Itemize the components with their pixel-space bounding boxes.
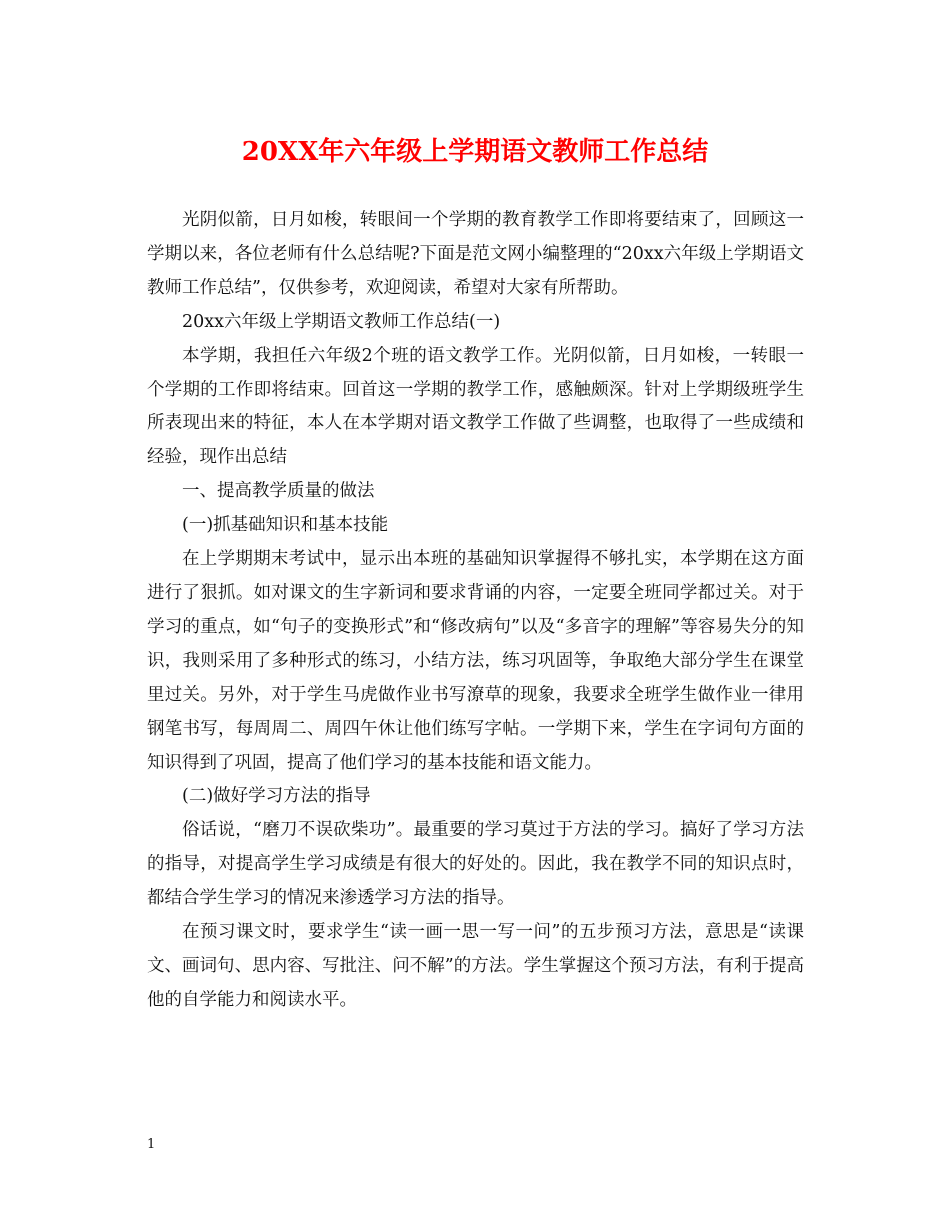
paragraph-preview: 在预习课文时，要求学生“读一画一思一写一问”的五步预习方法，意思是“读课文、画词句、思内容、写批注、问不解”的方法。学生掌握这个预习方法，有利于提高他的自学能力和阅读水平。 (147, 922, 804, 1010)
page-number: 1 (147, 1137, 156, 1152)
paragraph-subtitle: 20xx六年级上学期语文教师工作总结(一) (182, 311, 501, 332)
subsection-heading-1: (一)抓基础知识和基本技能 (182, 515, 389, 536)
paragraph-intro: 光阴似箭，日月如梭，转眼间一个学期的教育教学工作即将要结束了，回顾这一学期以来，各位老师有什么总结呢?下面是范文网小编整理的“20xx六年级上学期语文教师工作总结”，仅供参考，欢迎阅读，希望对大家有所帮助。 (147, 210, 804, 298)
document-body (147, 204, 804, 1018)
paragraph-methods: 俗话说，“磨刀不误砍柴功”。最重要的学习莫过于方法的学习。搞好了学习方法的指导，对提高学生学习成绩是有很大的好处的。因此，我在教学不同的知识点时，都结合学生学习的情况来渗透学习方法的指导。 (147, 820, 804, 909)
section-heading-1: 一、提高教学质量的做法 (182, 481, 375, 502)
subsection-heading-2: (二)做好学习方法的指导 (182, 786, 371, 807)
paragraph-basics: 在上学期期末考试中，显示出本班的基础知识掌握得不够扎实，本学期在这方面进行了狠抓。如对课文的生字新词和要求背诵的内容，一定要全班同学都过关。对于学习的重点，如“句子的变换形式”和“修改病句”以及“多音字的理解”等容易失分的知识，我则采用了多种形式的练习，小结方法，练习巩固等，争取绝大部分学生在课堂里过关。另外，对于学生马虎做作业书写潦草的现象，我要求全班学生做作业一律用钢笔书写，每周周二、周四午休让他们练写字帖。一学期下来，学生在字词句方面的知识得到了巩固，提高了他们学习的基本技能和语文能力。 (147, 549, 804, 773)
paragraph-overview: 本学期，我担任六年级2个班的语文教学工作。光阴似箭，日月如梭，一转眼一个学期的工作即将结束。回首这一学期的教学工作，感触颇深。针对上学期级班学生所表现出来的特征，本人在本学期对语文教学工作做了些调整，也取得了一些成绩和经验，现作出总结 (147, 345, 804, 468)
document-title: 20XX年六年级上学期语文教师工作总结 (241, 137, 709, 167)
